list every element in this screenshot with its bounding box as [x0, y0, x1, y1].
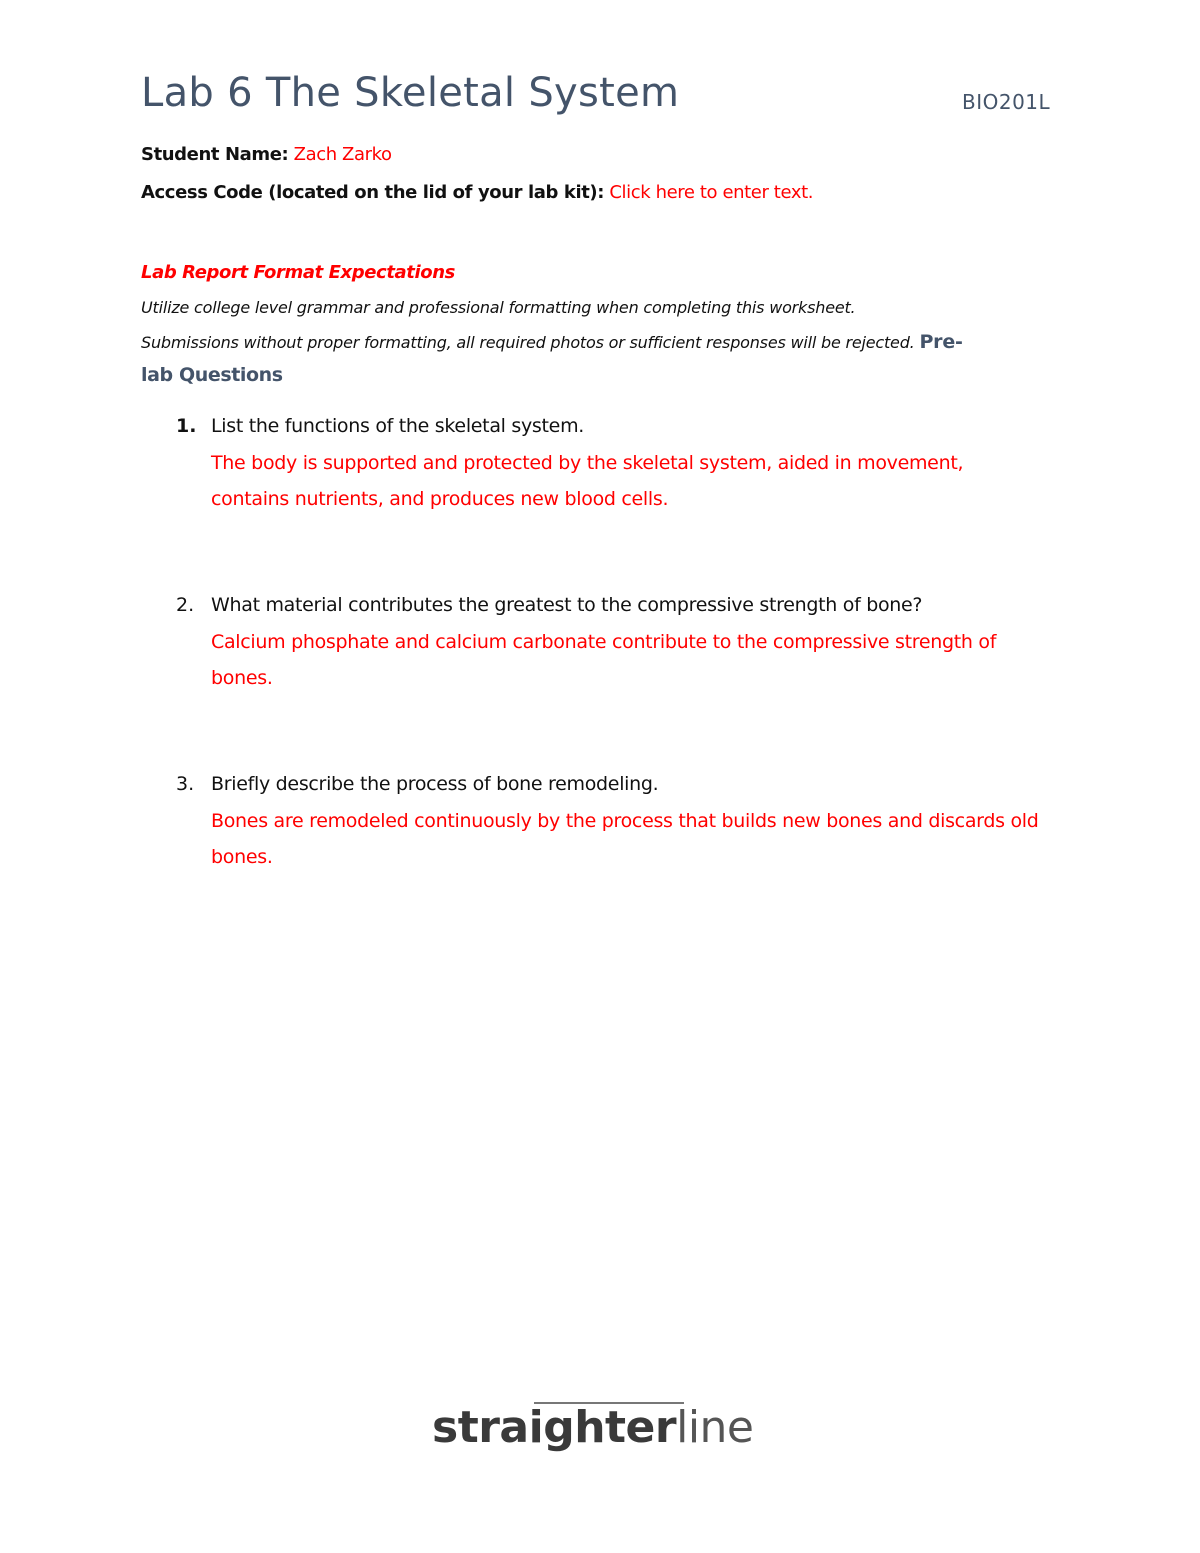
answer-1-text[interactable]: The body is supported and protected by the skeletal system, aided in movement, contains nutrients, and produces new blood cells. [211, 452, 964, 510]
access-code-input[interactable]: Click here to enter text. [609, 182, 814, 203]
logo-light-text: line [676, 1402, 754, 1453]
straighterline-logo [430, 1398, 770, 1468]
logo-bold-text: straighter [432, 1402, 677, 1453]
question-3-text: Briefly describe the process of bone remodeling. [211, 773, 659, 795]
question-number-3: 3. [176, 773, 195, 795]
prelab-heading-part2: lab Questions [141, 364, 283, 386]
question-1-text: List the functions of the skeletal system. [211, 415, 585, 437]
prelab-heading-part1: Pre- [919, 331, 963, 353]
question-number-1: 1. [176, 415, 197, 437]
answer-2-text[interactable]: Calcium phosphate and calcium carbonate contribute to the compressive strength of bones. [211, 631, 997, 689]
student-name-field [141, 144, 392, 165]
access-code-field [141, 182, 813, 203]
logo-wordmark [432, 1402, 754, 1453]
answer-3-text[interactable]: Bones are remodeled continuously by the process that builds new bones and discards old bones. [211, 810, 1039, 868]
access-code-label: Access Code (located on the lid of your lab kit): [141, 182, 605, 203]
format-instruction-2-line [141, 331, 963, 353]
format-expectations-heading: Lab Report Format Expectations [141, 262, 455, 283]
course-code: BIO201L [962, 90, 1051, 114]
student-name-label: Student Name: [141, 144, 289, 165]
format-instruction-2: Submissions without proper formatting, all required photos or sufficient responses will be rejected. [141, 333, 915, 352]
question-number-2: 2. [176, 594, 195, 616]
student-name-value[interactable]: Zach Zarko [293, 144, 392, 165]
question-2-text: What material contributes the greatest to the compressive strength of bone? [211, 594, 923, 616]
page-title: Lab 6 The Skeletal System [141, 70, 680, 116]
format-instruction-1: Utilize college level grammar and professional formatting when completing this worksheet. [141, 298, 856, 317]
